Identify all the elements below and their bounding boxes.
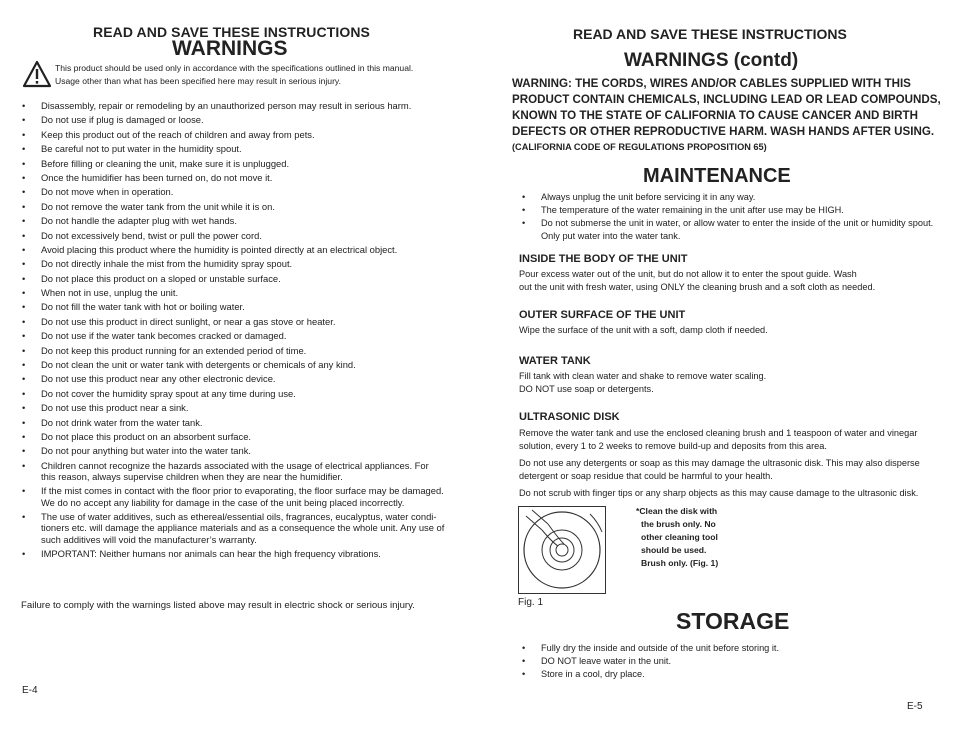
tank-text [519, 370, 766, 396]
warning-item: • If the mist comes in contact with the floor prior to evaporating, the floor surface may be damaged. We do no accept any liability for damage in the case of the unit being placed incorrectly. [20, 485, 445, 508]
warning-item: • Do not use this product near a sink. [20, 402, 445, 413]
storage-title: STORAGE [676, 608, 790, 634]
tank-line: DO NOT use soap or detergents. [519, 384, 654, 394]
warning-item: • Do not excessively bend, twist or pull the power cord. [20, 230, 445, 241]
warning-item: • Before filling or cleaning the unit, make sure it is unplugged. [20, 158, 445, 169]
warning-item: • Do not cover the humidity spray spout at any time during use. [20, 388, 445, 399]
right-kicker: READ AND SAVE THESE INSTRUCTIONS [573, 26, 847, 42]
disk-para-3: Do not scrub with finger tips or any sharp objects as this may cause damage to the ultrasonic disk. [519, 488, 919, 498]
prop65-reference: (CALIFORNIA CODE OF REGULATIONS PROPOSITION 65) [512, 142, 767, 152]
figure-note-line: the brush only. No [641, 519, 716, 529]
warning-item: • Do not drink water from the water tank. [20, 417, 445, 428]
warning-item: • Do not place this product on an absorbent surface. [20, 431, 445, 442]
storage-item: • Store in a cool, dry place. [520, 668, 940, 681]
warning-item: • Do not move when in operation. [20, 186, 445, 197]
prop65-warning [512, 76, 941, 154]
warning-item: • Do not directly inhale the mist from the humidity spray spout. [20, 258, 445, 269]
warning-item: • Disassembly, repair or remodeling by an unauthorized person may result in serious harm. [20, 100, 445, 111]
tank-title: WATER TANK [519, 355, 591, 367]
warning-item: • Avoid placing this product where the humidity is pointed directly at an electrical object. [20, 244, 445, 255]
warning-item: • Do not fill the water tank with hot or boiling water. [20, 301, 445, 312]
warning-item: • IMPORTANT: Neither humans nor animals can hear the high frequency vibrations. [20, 548, 445, 559]
storage-item: • DO NOT leave water in the unit. [520, 655, 940, 668]
warning-item: • Keep this product out of the reach of children and away from pets. [20, 129, 445, 140]
warning-item: • When not in use, unplug the unit. [20, 287, 445, 298]
left-warning-list [20, 100, 445, 563]
left-kicker: READ AND SAVE THESE INSTRUCTIONS [93, 24, 370, 40]
disk-para-1: Remove the water tank and use the enclosed cleaning brush and 1 teaspoon of water and vinegar solution, every 1 to 2 weeks to remove build-up and deposits from this area. [519, 428, 918, 451]
outer-text: Wipe the surface of the unit with a soft, damp cloth if needed. [519, 325, 768, 335]
figure-note [636, 505, 718, 570]
body-text [519, 268, 939, 294]
warning-item: • Do not use this product near any other electronic device. [20, 373, 445, 384]
maintenance-title: MAINTENANCE [643, 165, 791, 187]
maintenance-item: • Always unplug the unit before servicing it in any way. [520, 191, 945, 204]
warning-item: • Do not use this product in direct sunlight, or near a gas stove or heater. [20, 316, 445, 327]
figure-caption: Fig. 1 [518, 597, 544, 608]
figure-note-line: Brush only. (Fig. 1) [641, 558, 719, 568]
left-title: WARNINGS [172, 37, 288, 60]
prop65-line: KNOWN TO THE STATE OF CALIFORNIA TO CAUSE CANCER AND BIRTH [512, 109, 918, 122]
prop65-line: PRODUCT CONTAIN CHEMICALS, INCLUDING LEAD OR LEAD COMPOUNDS, [512, 93, 941, 106]
prop65-line: DEFECTS OR OTHER REPRODUCTIVE HARM. WASH HANDS AFTER USING. [512, 125, 935, 138]
prop65-line: WARNING: THE CORDS, WIRES AND/OR CABLES SUPPLIED WITH THIS [512, 77, 911, 90]
figure-note-line: other cleaning tool [641, 532, 718, 542]
storage-item: • Fully dry the inside and outside of the unit before storing it. [520, 642, 940, 655]
warning-triangle-icon [22, 60, 52, 88]
maintenance-list [520, 191, 945, 243]
left-page-number: E-4 [22, 685, 38, 696]
tank-line: Fill tank with clean water and shake to remove water scaling. [519, 371, 767, 381]
warning-item: • Once the humidifier has been turned on, do not move it. [20, 172, 445, 183]
maintenance-item: • The temperature of the water remaining in the unit after use may be HIGH. [520, 204, 945, 217]
warning-item: • Do not use if plug is damaged or loose. [20, 114, 445, 125]
right-title: WARNINGS (contd) [624, 50, 799, 71]
warning-item: • Do not handle the adapter plug with wet hands. [20, 215, 445, 226]
outer-title: OUTER SURFACE OF THE UNIT [519, 309, 686, 321]
warning-item: • Do not place this product on a sloped or unstable surface. [20, 273, 445, 284]
right-page-number: E-5 [907, 701, 923, 712]
warning-item: • Children cannot recognize the hazards associated with the usage of electrical appliances. For this reason, always supervise children when they are near the humidifier. [20, 460, 445, 483]
storage-list [520, 642, 940, 681]
disk-title: ULTRASONIC DISK [519, 411, 620, 423]
left-intro: This product should be used only in accordance with the specifications outlined in this manual. Usage other than what has been specified here may result in serious injury. [55, 63, 414, 86]
warning-item: • Do not clean the unit or water tank with detergents or chemicals of any kind. [20, 359, 445, 370]
warning-item: • Do not use if the water tank becomes cracked or damaged. [20, 330, 445, 341]
warning-item: • The use of water additives, such as ethereal/essential oils, fragrances, eucalyptus, water condi-tioners etc. will damage the appliance materials and as a consequence the whole unit. Any use of such additives will void the manufacturer’s warranty. [20, 511, 445, 545]
warning-item: • Be careful not to put water in the humidity spout. [20, 143, 445, 154]
disk-para-2: Do not use any detergents or soap as this may damage the ultrasonic disk. This may also disperse detergent or soap residue that could be harmful to your health. [519, 458, 920, 481]
warning-item: • Do not keep this product running for an extended period of time. [20, 345, 445, 356]
body-title: INSIDE THE BODY OF THE UNIT [519, 253, 688, 265]
body-line: Pour excess water out of the unit, but do not allow it to enter the spout guide. Wash [519, 269, 857, 279]
ultrasonic-disk-figure [518, 506, 606, 594]
body-line: out the unit with fresh water, using ONLY the cleaning brush and a soft cloth as needed. [519, 282, 876, 292]
figure-note-line: *Clean the disk with [636, 506, 718, 516]
left-failure-text: Failure to comply with the warnings listed above may result in electric shock or serious injury. [21, 600, 415, 611]
maintenance-item: • Do not submerse the unit in water, or allow water to enter the inside of the unit or humidity spout. Only put water into the water tank. [520, 217, 945, 243]
figure-note-line: should be used. [641, 545, 707, 555]
warning-item: • Do not remove the water tank from the unit while it is on. [20, 201, 445, 212]
warning-item: • Do not pour anything but water into the water tank. [20, 445, 445, 456]
